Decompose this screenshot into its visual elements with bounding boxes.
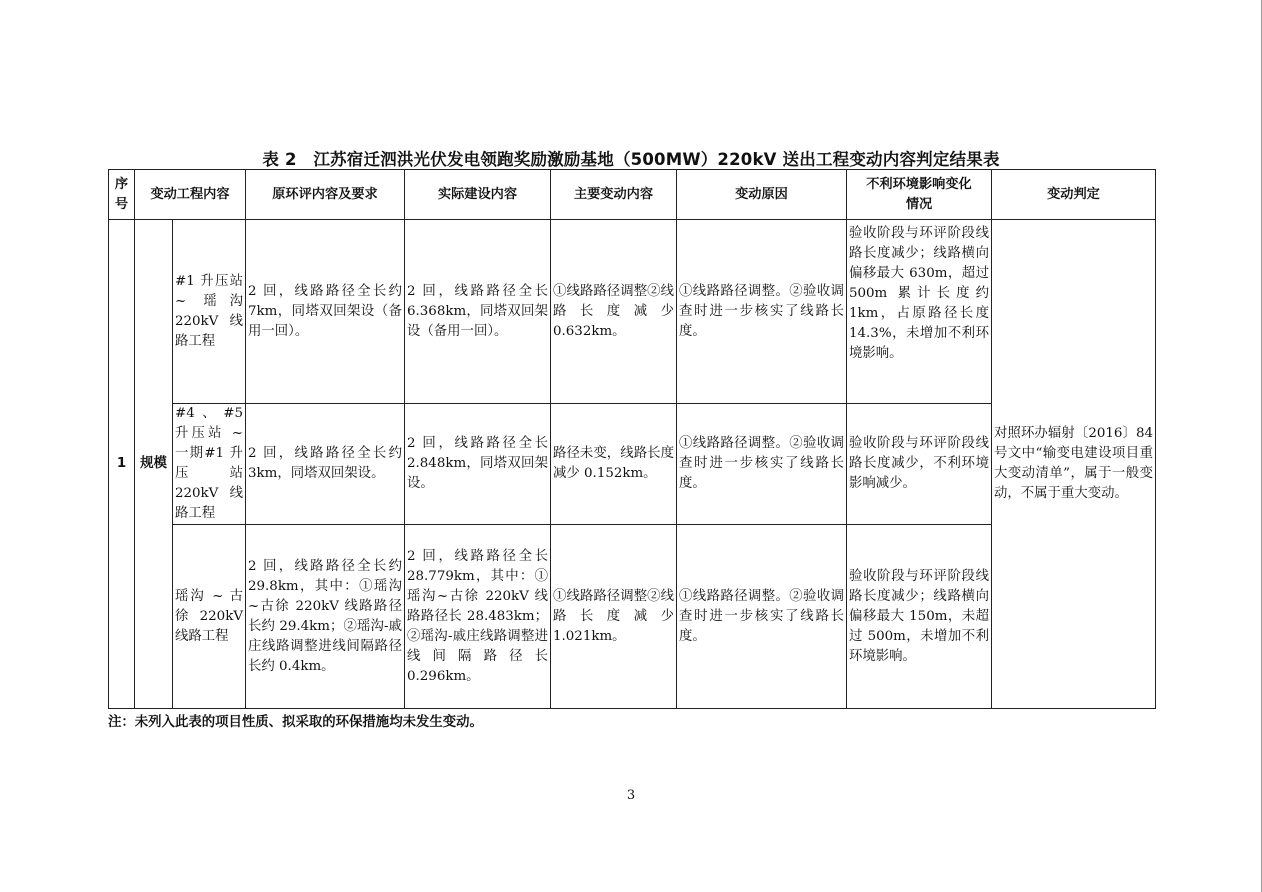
header-reason: 变动原因 (677, 170, 847, 220)
table-header-row (109, 170, 1156, 220)
header-judgment: 变动判定 (992, 170, 1156, 220)
row-actual: 2 回，线路路径全长 28.779km，其中：①瑶沟~古徐 220kV 线路路径长 28.483km；②瑶沟-戚庄线路调整进线间隔路径长 0.296km。 (405, 525, 551, 709)
row-original: 2 回，线路路径全长约 3km，同塔双回架设。 (246, 404, 405, 525)
row-original: 2 回，线路路径全长约 7km，同塔双回架设（备用一回）。 (246, 220, 405, 404)
row-reason: ①线路路径调整。②验收调查时进一步核实了线路长度。 (677, 220, 847, 404)
row-impact: 验收阶段与环评阶段线路长度减少，不利环境影响减少。 (847, 404, 992, 525)
row-change: 路径未变，线路长度减少 0.152km。 (551, 404, 677, 525)
row-reason: ①线路路径调整。②验收调查时进一步核实了线路长度。 (677, 525, 847, 709)
row-actual: 2 回，线路路径全长 2.848km，同塔双回架设。 (405, 404, 551, 525)
row-actual: 2 回，线路路径全长 6.368km，同塔双回架设（备用一回）。 (405, 220, 551, 404)
header-seq: 序号 (109, 170, 135, 220)
table-title: 表 2 江苏宿迁泗洪光伏发电领跑奖励激励基地（500MW）220kV 送出工程变动内容判定结果表 (262, 150, 1000, 169)
table-row (109, 220, 1156, 404)
header-change: 主要变动内容 (551, 170, 677, 220)
group-seq: 1 (109, 220, 135, 709)
row-original: 2 回，线路路径全长约 29.8km，其中：①瑶沟~古徐 220kV 线路路径长约 29.4km；②瑶沟-戚庄线路调整进线间隔路径长约 0.4km。 (246, 525, 405, 709)
row-change: ①线路路径调整②线路长度减少 1.021km。 (551, 525, 677, 709)
group-category: 规模 (135, 220, 173, 709)
page-number: 3 (626, 788, 636, 803)
row-impact: 验收阶段与环评阶段线路长度减少；线路横向偏移最大 150m，未超过 500m，未增加不利环境影响。 (847, 525, 992, 709)
row-reason: ①线路路径调整。②验收调查时进一步核实了线路长度。 (677, 404, 847, 525)
row-impact: 验收阶段与环评阶段线路长度减少；线路横向偏移最大 630m，超过 500m 累计长度约 1km，占原路径长度 14.3%，未增加不利环境影响。 (847, 220, 992, 404)
row-project: 瑶沟 ~ 古徐 220kV 线路工程 (173, 525, 246, 709)
row-project: #4、#5 升压站 ~ 一期#1 升压站 220kV 线路工程 (173, 404, 246, 525)
row-project: #1 升压站 ~ 瑶沟 220kV 线路工程 (173, 220, 246, 404)
judgment-cell: 对照环办辐射〔2016〕84 号文中“输变电建设项目重大变动清单”，属于一般变动，不属于重大变动。 (992, 220, 1156, 709)
header-actual: 实际建设内容 (405, 170, 551, 220)
header-original: 原环评内容及要求 (246, 170, 405, 220)
row-change: ①线路路径调整②线路长度减少 0.632km。 (551, 220, 677, 404)
change-judgment-table (108, 169, 1156, 709)
header-impact: 不利环境影响变化情况 (847, 170, 992, 220)
header-project: 变动工程内容 (135, 170, 246, 220)
table-footnote: 注：未列入此表的项目性质、拟采取的环保措施均未发生变动。 (108, 715, 483, 730)
